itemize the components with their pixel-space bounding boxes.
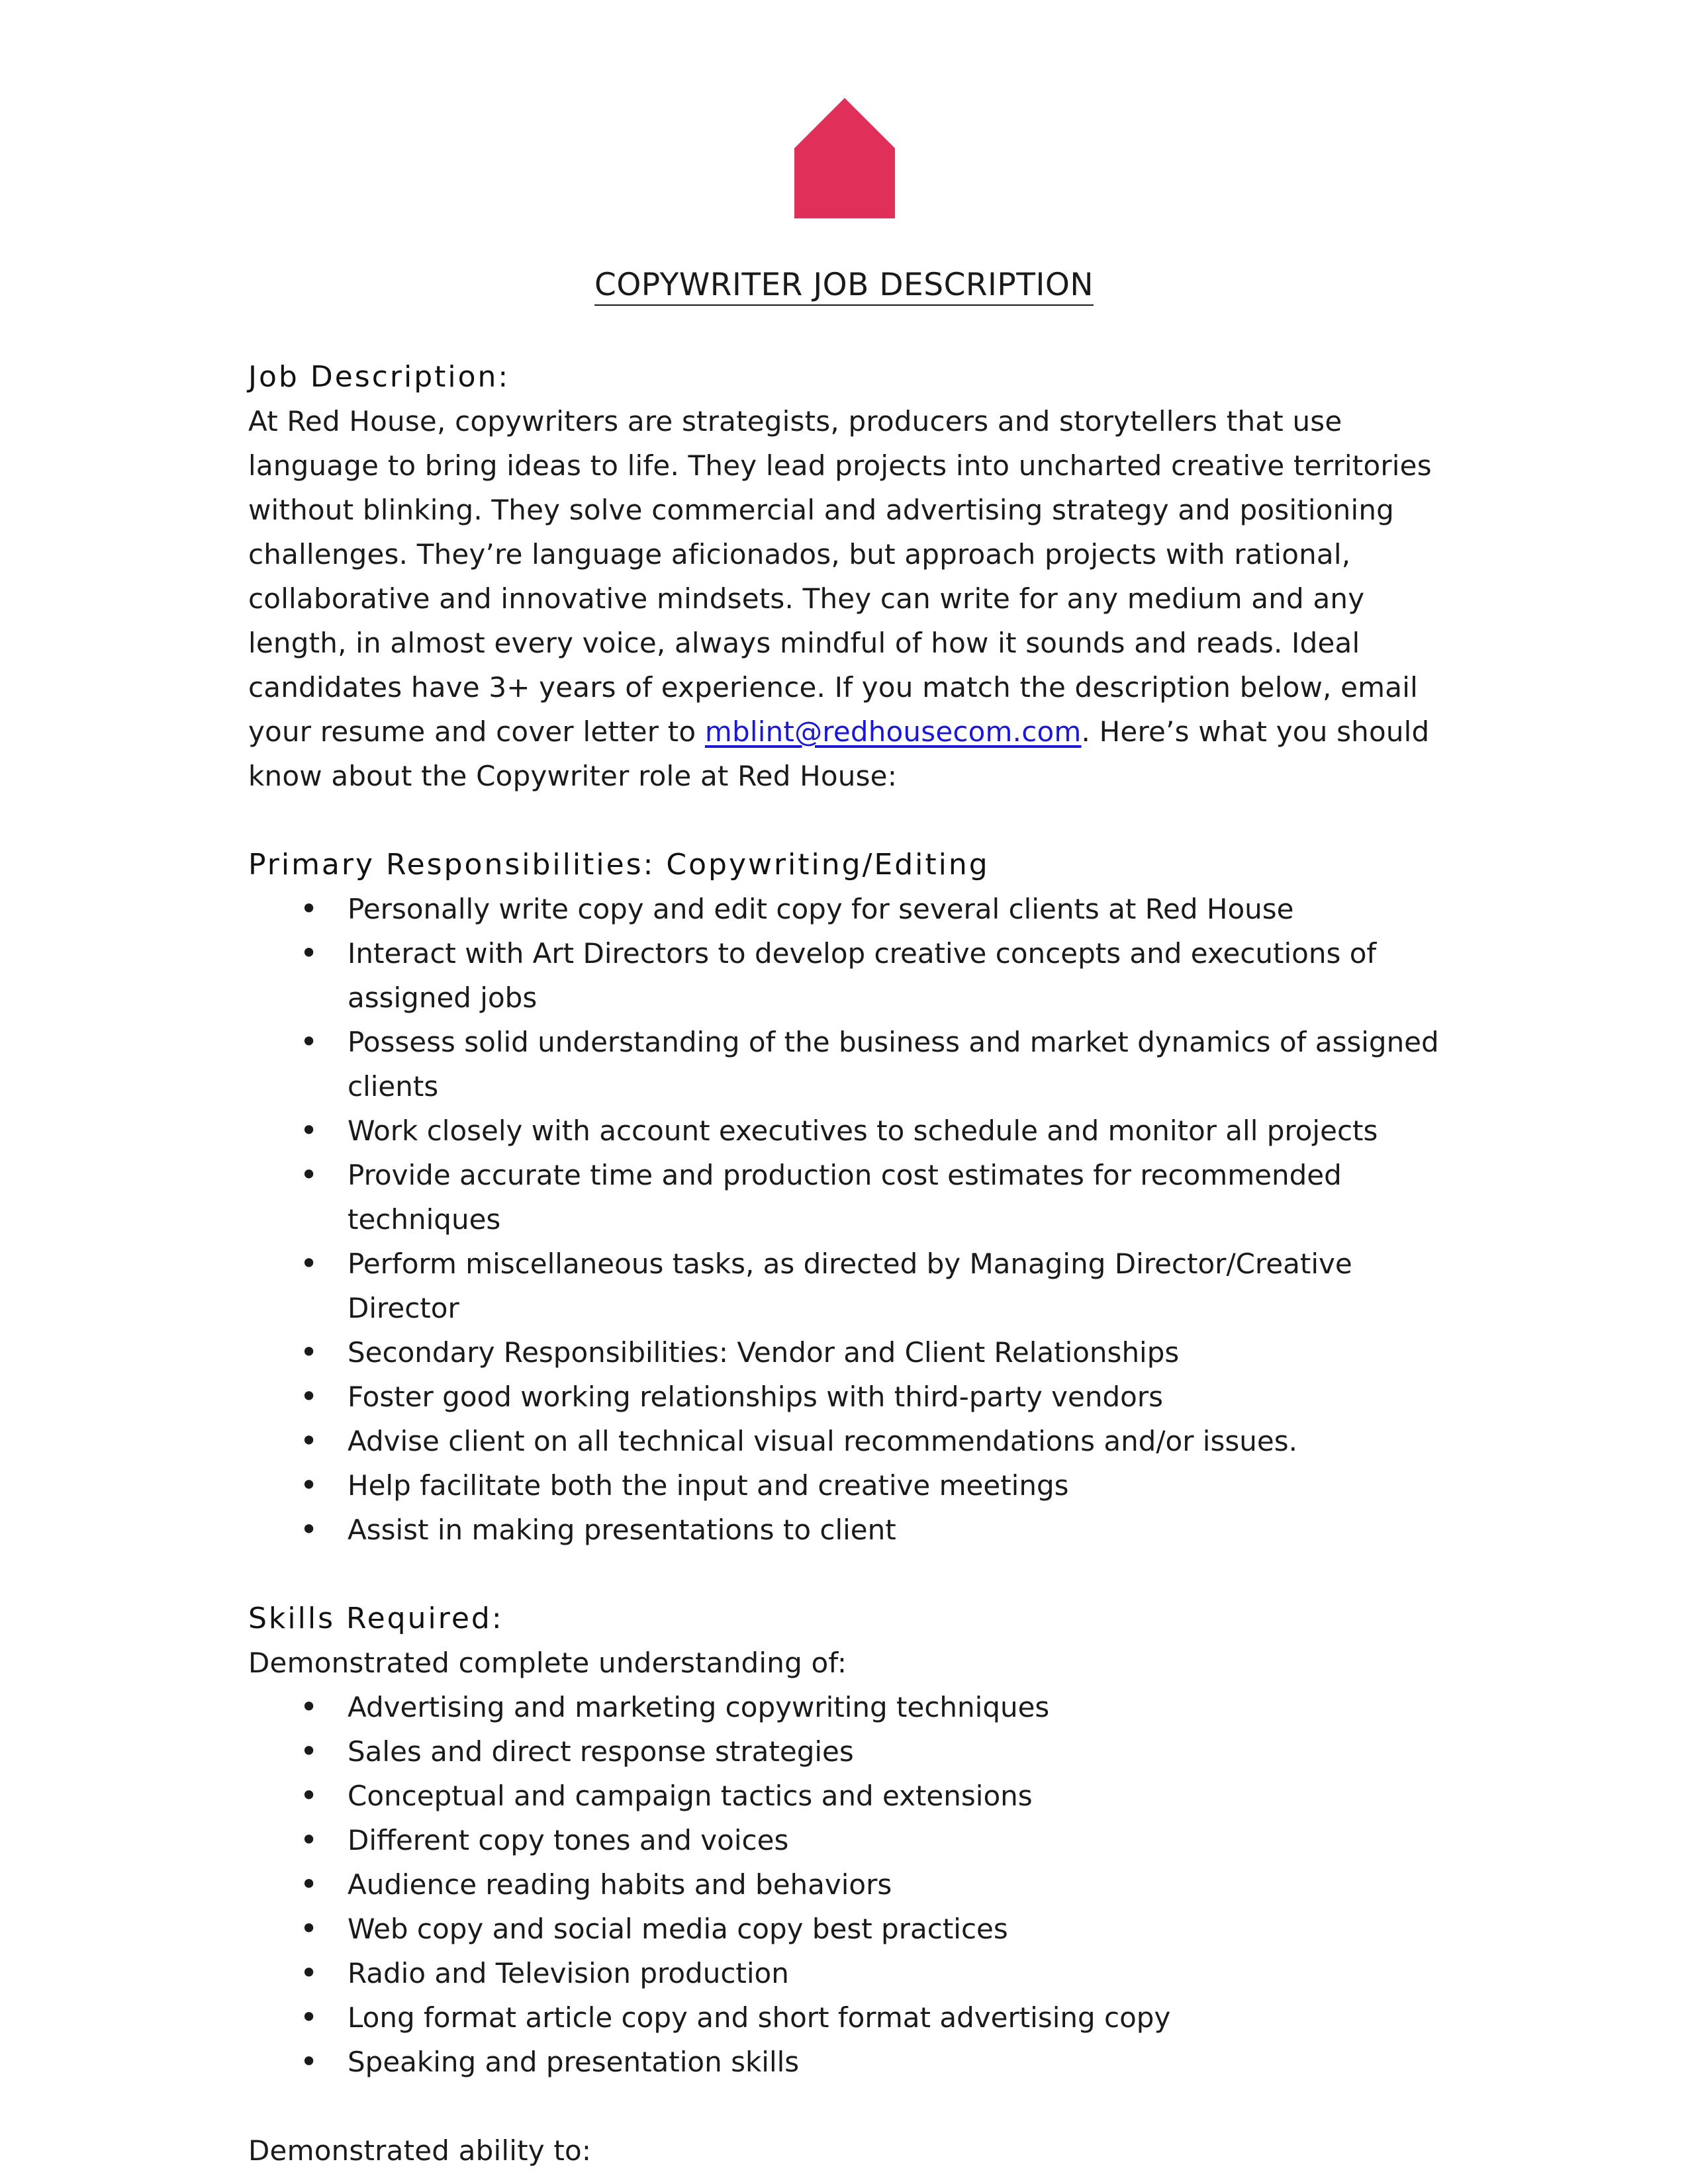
skills-required-heading: Skills Required: xyxy=(248,1602,504,1635)
job-description-outro: . Here’s what you should know about the Copywriter role at Red House: xyxy=(248,715,1430,792)
list-item: • Assist in making presentations to client xyxy=(348,1508,1453,1552)
list-item: • Conceptual and campaign tactics and extensions xyxy=(348,1774,1453,1818)
list-item: • Sales and direct response strategies xyxy=(348,1729,1453,1774)
list-item: • Perform miscellaneous tasks, as directed by Managing Director/Creative Director xyxy=(348,1242,1453,1330)
list-item: • Radio and Television production xyxy=(348,1951,1453,1995)
list-item: • Personally write copy and edit copy for several clients at Red House xyxy=(348,887,1453,931)
document-body xyxy=(248,355,1453,2173)
ability-intro: Demonstrated ability to: xyxy=(248,2134,592,2167)
list-item: • Different copy tones and voices xyxy=(348,1818,1453,1862)
primary-responsibilities-list xyxy=(248,887,1453,1552)
job-description-heading: Job Description: xyxy=(248,360,510,394)
primary-responsibilities-heading: Primary Responsibilities: Copywriting/Editing xyxy=(248,848,990,882)
list-item: • Possess solid understanding of the business and market dynamics of assigned clients xyxy=(348,1020,1453,1109)
house-icon xyxy=(794,98,895,218)
job-description-intro: At Red House, copywriters are strategists, producers and storytellers that use language to bring ideas to life. They lead projects into uncharted creative territories without blinking. They solve commercial and advertising strategy and positioning challenges. They’re language aficionados, but approach projects with rational, collaborative and innovative mindsets. They can write for any medium and any length, in almost every voice, always mindful of how it sounds and reads. Ideal candidates have 3+ years of experience. If you match the description below, email your resume and cover letter to xyxy=(248,405,1432,748)
list-item: • Work closely with account executives to schedule and monitor all projects xyxy=(348,1109,1453,1153)
list-item: • Web copy and social media copy best practices xyxy=(348,1907,1453,1951)
list-item: • Help facilitate both the input and creative meetings xyxy=(348,1463,1453,1508)
skills-intro: Demonstrated complete understanding of: xyxy=(248,1647,847,1679)
list-item: • Advertising and marketing copywriting techniques xyxy=(348,1685,1453,1729)
list-item: • Speaking and presentation skills xyxy=(348,2040,1453,2084)
document-title: COPYWRITER JOB DESCRIPTION xyxy=(0,263,1688,307)
skills-list xyxy=(248,1685,1453,2084)
list-item: • Audience reading habits and behaviors xyxy=(348,1862,1453,1907)
list-item: • Interact with Art Directors to develop creative concepts and executions of assigned jobs xyxy=(348,931,1453,1020)
list-item: • Secondary Responsibilities: Vendor and Client Relationships xyxy=(348,1330,1453,1375)
list-item: • Provide accurate time and production cost estimates for recommended techniques xyxy=(348,1153,1453,1242)
job-description-text xyxy=(248,399,1453,798)
email-link[interactable]: mblint@redhousecom.com xyxy=(704,715,1082,748)
list-item: • Foster good working relationships with third-party vendors xyxy=(348,1375,1453,1419)
list-item: • Long format article copy and short format advertising copy xyxy=(348,1995,1453,2040)
list-item: • Advise client on all technical visual recommendations and/or issues. xyxy=(348,1419,1453,1463)
